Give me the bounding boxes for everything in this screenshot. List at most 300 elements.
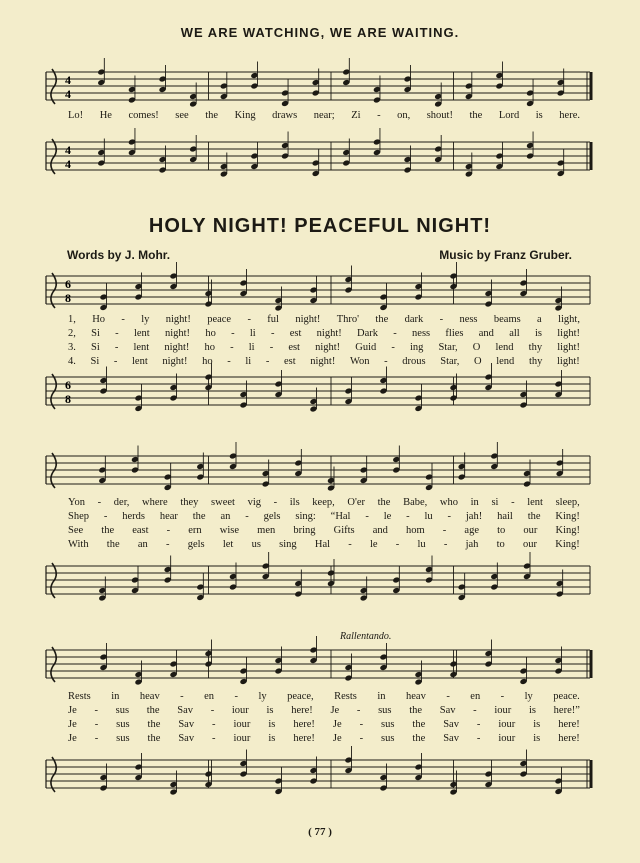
chord [99, 643, 107, 671]
chord [99, 367, 107, 395]
svg-text:8: 8 [65, 392, 71, 406]
lyric-syllable: ly [524, 691, 533, 702]
lyric-syllable: who [439, 497, 459, 508]
lyric-syllable: age [464, 525, 479, 536]
lyric-syllable: here! [291, 705, 313, 716]
lyric-syllable: is [268, 733, 276, 744]
chord [128, 76, 136, 104]
page-number: ( 77 ) [308, 826, 332, 838]
chord [414, 273, 422, 301]
chord [97, 58, 105, 86]
lyric-syllable: - [94, 705, 98, 716]
chord [164, 556, 172, 584]
chord [379, 643, 387, 671]
chord [169, 374, 177, 402]
lyric-syllable: and [478, 328, 494, 339]
hymn1-title: WE ARE WATCHING, WE ARE WAITING. [180, 25, 460, 40]
chord [519, 381, 527, 409]
lyric-syllable: King [234, 110, 256, 121]
chord [404, 65, 412, 93]
lyric-syllable: the [527, 511, 541, 522]
system1-treble-staff [0, 272, 640, 312]
lyric-syllable: li [245, 356, 252, 367]
lyric-syllable: 3. [68, 342, 76, 353]
system1-verse4 [68, 356, 580, 368]
lyric-syllable: the [205, 110, 219, 121]
chord [484, 280, 492, 308]
lyric-syllable: See [68, 525, 84, 536]
lyric-syllable: hear [159, 511, 178, 522]
lyric-syllable: herds [122, 511, 145, 522]
svg-text:4: 4 [65, 157, 71, 171]
lyric-syllable: - [230, 342, 234, 353]
lyric-syllable: is [535, 110, 543, 121]
lyric-syllable: light, [558, 314, 580, 325]
system3-bass-staff [0, 756, 640, 796]
lyric-syllable: east [132, 525, 149, 536]
lyric-syllable: is [268, 719, 276, 730]
lyric-syllable: bring [293, 525, 316, 536]
words-credit: Words by J. Mohr. [67, 248, 171, 262]
clef-icon [51, 563, 56, 598]
lyric-syllable: in [470, 497, 479, 508]
lyric-syllable: us [251, 539, 261, 550]
lyric-syllable: the [192, 511, 206, 522]
chord [484, 640, 492, 668]
lyric-syllable: - [439, 314, 444, 325]
chord [312, 69, 320, 97]
lyric-syllable: Ho [92, 314, 106, 325]
lyric-syllable: - [269, 342, 274, 353]
chord [98, 456, 106, 484]
lyric-syllable: on, [397, 110, 411, 121]
lyric-syllable: 2, [68, 328, 76, 339]
lyric-syllable: en [204, 691, 215, 702]
lyric-syllable: lend [496, 356, 515, 367]
chord [196, 573, 204, 601]
lyric-syllable: King! [555, 525, 580, 536]
chord [281, 132, 289, 160]
lyric-syllable: the [412, 719, 426, 730]
lyric-syllable: sus [378, 705, 392, 716]
lyric-syllable: wise [219, 525, 240, 536]
lyric-syllable: dark [404, 314, 424, 325]
lyric-syllable: night! [164, 342, 190, 353]
lyric-syllable: Star, [440, 356, 460, 367]
lyric-syllable: here! [293, 719, 315, 730]
lyric-syllable: the [101, 525, 115, 536]
chord [294, 449, 302, 477]
staff-lines [46, 650, 590, 678]
lyric-syllable: ho [205, 328, 216, 339]
lyric-syllable: Hal [314, 539, 331, 550]
chord [281, 79, 289, 107]
chord [404, 146, 412, 174]
chord [229, 563, 237, 591]
lyric-syllable: Sav [439, 705, 456, 716]
system2-verse1 [68, 497, 580, 509]
lyric-syllable: Gifts [333, 525, 355, 536]
system3-verse2 [68, 705, 580, 717]
lyric-syllable: is [533, 719, 541, 730]
lyric-syllable: the [147, 733, 161, 744]
chord [99, 283, 107, 311]
chord [392, 566, 400, 594]
chord [134, 273, 142, 301]
lyric-syllable: is [534, 328, 542, 339]
chord [425, 463, 433, 491]
lyric-syllable: en [470, 691, 481, 702]
lyric-syllable: iour [233, 733, 251, 744]
lyric-syllable: peace [207, 314, 232, 325]
hymn1-bass-staff [0, 138, 640, 178]
lyric-syllable: the [146, 705, 160, 716]
lyric-syllable: the [377, 497, 391, 508]
lyric-syllable: sweet [211, 497, 235, 508]
clef-icon [51, 273, 56, 308]
system3-verse3 [68, 719, 580, 731]
lyric-syllable: peace, [287, 691, 314, 702]
lyric-syllable: King! [555, 539, 580, 550]
lyric-syllable: ness [412, 328, 431, 339]
lyric-syllable: peace. [553, 691, 580, 702]
lyric-syllable: - [247, 314, 251, 325]
chord [134, 753, 142, 781]
chord [554, 647, 562, 675]
chord [519, 657, 527, 685]
lyric-syllable: - [476, 719, 481, 730]
lyric-syllable: draws [272, 110, 298, 121]
lyric-syllable: Si [90, 356, 100, 367]
system1-verse3 [68, 342, 580, 354]
lyric-syllable: - [212, 719, 216, 730]
chord [490, 442, 498, 470]
lyric-syllable: ho [202, 356, 213, 367]
chord [458, 573, 466, 601]
lyric-syllable: is [533, 733, 541, 744]
svg-text:6: 6 [65, 277, 71, 291]
chord [557, 69, 565, 97]
chord [196, 453, 204, 481]
chord [131, 446, 139, 474]
lyric-syllable: let [222, 539, 234, 550]
lyric-syllable: li [249, 328, 256, 339]
chord [97, 139, 105, 167]
chord [164, 463, 172, 491]
chord [392, 446, 400, 474]
lyric-syllable: - [500, 691, 505, 702]
clef-icon [51, 69, 56, 104]
lyric-syllable: - [180, 691, 184, 702]
lyric-syllable: - [273, 497, 278, 508]
lyric-syllable: is [266, 705, 274, 716]
lyric-syllable: night! [162, 356, 188, 367]
lyric-syllable: in [377, 691, 386, 702]
lyric-syllable: is [528, 705, 536, 716]
lyric-syllable: in [111, 691, 120, 702]
lyric-syllable: O [472, 342, 481, 353]
lyric-syllable: - [245, 511, 249, 522]
system2-bass-staff [0, 562, 640, 602]
lyric-syllable: all [509, 328, 520, 339]
lyric-syllable: iour [494, 705, 512, 716]
lyric-syllable: sing: [295, 511, 316, 522]
lyric-syllable: - [406, 511, 410, 522]
lyric-syllable: shout! [426, 110, 453, 121]
lyric-syllable: light! [557, 342, 580, 353]
chord [495, 142, 503, 170]
lyric-syllable: night! [316, 328, 342, 339]
chord [523, 552, 531, 580]
lyric-syllable: - [94, 733, 99, 744]
lyric-syllable: est [289, 328, 302, 339]
lyric-syllable: - [94, 719, 99, 730]
lyric-syllable: drous [402, 356, 426, 367]
lyric-syllable: an [220, 511, 231, 522]
lyric-syllable: ern [188, 525, 202, 536]
chord [344, 266, 352, 294]
chord [239, 750, 247, 778]
lyric-syllable: - [97, 497, 102, 508]
chord [169, 650, 177, 678]
lyric-syllable: - [348, 539, 352, 550]
svg-text:6: 6 [65, 378, 71, 392]
lyric-syllable: iour [231, 705, 249, 716]
chord [554, 370, 562, 398]
lyric-syllable: - [384, 356, 388, 367]
lyric-syllable: Shep [68, 511, 89, 522]
lyric-syllable: li [248, 342, 255, 353]
svg-text:4: 4 [65, 73, 71, 87]
lyric-syllable: - [121, 314, 125, 325]
lyric-syllable: - [231, 328, 235, 339]
lyric-syllable: 4. [68, 356, 76, 367]
lyric-syllable: the [106, 539, 120, 550]
chord [484, 760, 492, 788]
lyric-syllable: 1, [68, 314, 76, 325]
chord [434, 135, 442, 163]
lyric-syllable: thy [528, 342, 543, 353]
chord [557, 149, 565, 177]
tempo-mark: Rallentando. [340, 631, 392, 642]
lyric-syllable: - [395, 539, 400, 550]
lyric-syllable: - [473, 705, 477, 716]
lyric-syllable: Star, [438, 342, 458, 353]
lyric-syllable: - [359, 719, 364, 730]
chord [425, 556, 433, 584]
clef-icon [51, 453, 56, 488]
chord [250, 142, 258, 170]
lyric-syllable: - [227, 356, 231, 367]
lyric-syllable: here!” [553, 705, 580, 716]
lyric-syllable: Yon [68, 497, 86, 508]
lyric-syllable: Lo! [68, 110, 84, 121]
system1-verse1 [68, 314, 580, 326]
lyric-syllable: iour [498, 733, 516, 744]
lyric-syllable: Sav [443, 719, 459, 730]
lyric-syllable: near; [313, 110, 335, 121]
clef-icon [51, 139, 56, 174]
lyric-syllable: light! [556, 356, 580, 367]
lyric-syllable: Si [90, 342, 100, 353]
chord [556, 570, 564, 598]
lyric-syllable: - [165, 539, 170, 550]
lyric-syllable: our [523, 539, 538, 550]
lyric-syllable: ho [204, 342, 216, 353]
lyric-syllable: - [365, 511, 369, 522]
lyric-syllable: jah [465, 539, 479, 550]
chord [309, 757, 317, 785]
lyric-syllable: ing [410, 342, 424, 353]
lyric-syllable: - [476, 733, 481, 744]
lyric-syllable: Lord [498, 110, 520, 121]
time-signature [65, 378, 71, 406]
lyric-syllable: Guid [355, 342, 377, 353]
music-credit: Music by Franz Gruber. [439, 248, 572, 262]
staff-lines [46, 142, 590, 170]
chord [490, 563, 498, 591]
chord [495, 62, 503, 90]
lyric-syllable: men [257, 525, 276, 536]
lyric-syllable: see [175, 110, 189, 121]
lyric-syllable: O'er [347, 497, 366, 508]
system2-verse2 [68, 511, 580, 523]
lyric-syllable: - [103, 511, 108, 522]
chord [169, 262, 177, 290]
lyric-syllable: light! [557, 328, 580, 339]
lyric-syllable: le [369, 539, 378, 550]
system3-treble-staff [0, 646, 640, 686]
lyric-syllable: to [497, 525, 506, 536]
chord [309, 636, 317, 664]
system2-treble-staff [0, 452, 640, 492]
clef-icon [51, 757, 56, 792]
lyric-syllable: - [113, 356, 118, 367]
lyric-syllable: - [359, 733, 364, 744]
lyric-syllable: iour [233, 719, 251, 730]
chord [229, 442, 237, 470]
lyric-syllable: King! [555, 511, 580, 522]
chord [309, 276, 317, 304]
lyric-syllable: Je [332, 733, 342, 744]
staff-lines [46, 760, 590, 788]
svg-text:8: 8 [65, 291, 71, 305]
chord [274, 767, 282, 795]
chord [312, 149, 320, 177]
lyric-syllable: Je [68, 733, 77, 744]
chord [556, 449, 564, 477]
time-signature [65, 143, 71, 171]
lyric-syllable: sus [381, 733, 395, 744]
chord [342, 139, 350, 167]
lyric-syllable: here! [293, 733, 315, 744]
lyric-syllable: Zi [351, 110, 361, 121]
lyric-syllable: they [180, 497, 199, 508]
clef-icon [51, 647, 56, 682]
chord [262, 460, 270, 488]
lyric-syllable: a [537, 314, 542, 325]
lyric-syllable: sing [279, 539, 297, 550]
chord [134, 384, 142, 412]
lyric-syllable: flies [445, 328, 464, 339]
staff-lines [46, 566, 590, 594]
lyric-syllable: beams [493, 314, 521, 325]
lyric-syllable: comes! [128, 110, 159, 121]
chord [239, 269, 247, 297]
lyric-syllable: here! [558, 733, 580, 744]
lyric-syllable: an [137, 539, 148, 550]
system1-verse2 [68, 328, 580, 340]
lyric-syllable: sus [115, 705, 130, 716]
lyric-syllable: Rests [334, 691, 357, 702]
lyric-syllable: the [409, 705, 423, 716]
chord [414, 753, 422, 781]
lyric-syllable: vig [247, 497, 261, 508]
hymn2-title: HOLY NIGHT! PEACEFUL NIGHT! [148, 215, 492, 237]
chord [344, 654, 352, 682]
chord [344, 377, 352, 405]
chord [554, 767, 562, 795]
lyric-syllable: - [442, 525, 447, 536]
lyric-syllable: sus [116, 733, 130, 744]
chord [519, 750, 527, 778]
chord [159, 146, 167, 174]
lyric-syllable: night! [295, 314, 321, 325]
lyric-syllable: - [446, 691, 450, 702]
system2-verse4 [68, 539, 580, 551]
lyric-syllable: night! [310, 356, 336, 367]
svg-text:4: 4 [65, 143, 71, 157]
chord [274, 370, 282, 398]
lyric-syllable: ness [459, 314, 478, 325]
lyric-syllable: - [265, 356, 270, 367]
chord [373, 128, 381, 156]
lyric-syllable: le [383, 511, 392, 522]
lyric-syllable: Je [68, 705, 77, 716]
lyric-syllable: - [356, 705, 361, 716]
chord [239, 657, 247, 685]
lyric-syllable: ful [267, 314, 279, 325]
lyric-syllable: thy [528, 356, 543, 367]
svg-text:4: 4 [65, 87, 71, 101]
lyric-syllable: est [288, 342, 300, 353]
chord [262, 552, 270, 580]
lyric-syllable: iour [498, 719, 516, 730]
chord [250, 62, 258, 90]
lyric-syllable: night! [165, 314, 191, 325]
lyric-syllable: ils [289, 497, 300, 508]
system3-verse4 [68, 733, 580, 745]
system2-verse3 [68, 525, 580, 537]
lyric-syllable: lend [495, 342, 514, 353]
lyric-syllable: gels [187, 539, 205, 550]
chord [99, 764, 107, 792]
chord [458, 453, 466, 481]
lyric-syllable: - [212, 733, 216, 744]
lyric-syllable: est [283, 356, 296, 367]
lyric-syllable: keep, [312, 497, 335, 508]
lyric-syllable: Si [91, 328, 100, 339]
lyric-syllable: lent [133, 328, 150, 339]
lyric-syllable: - [511, 497, 515, 508]
chord [526, 79, 534, 107]
time-signature [65, 73, 71, 101]
lyric-syllable: lu [417, 539, 426, 550]
staff-lines [46, 377, 590, 405]
staff-lines [46, 72, 590, 100]
lyric-syllable: - [377, 110, 381, 121]
lyric-syllable: He [99, 110, 112, 121]
